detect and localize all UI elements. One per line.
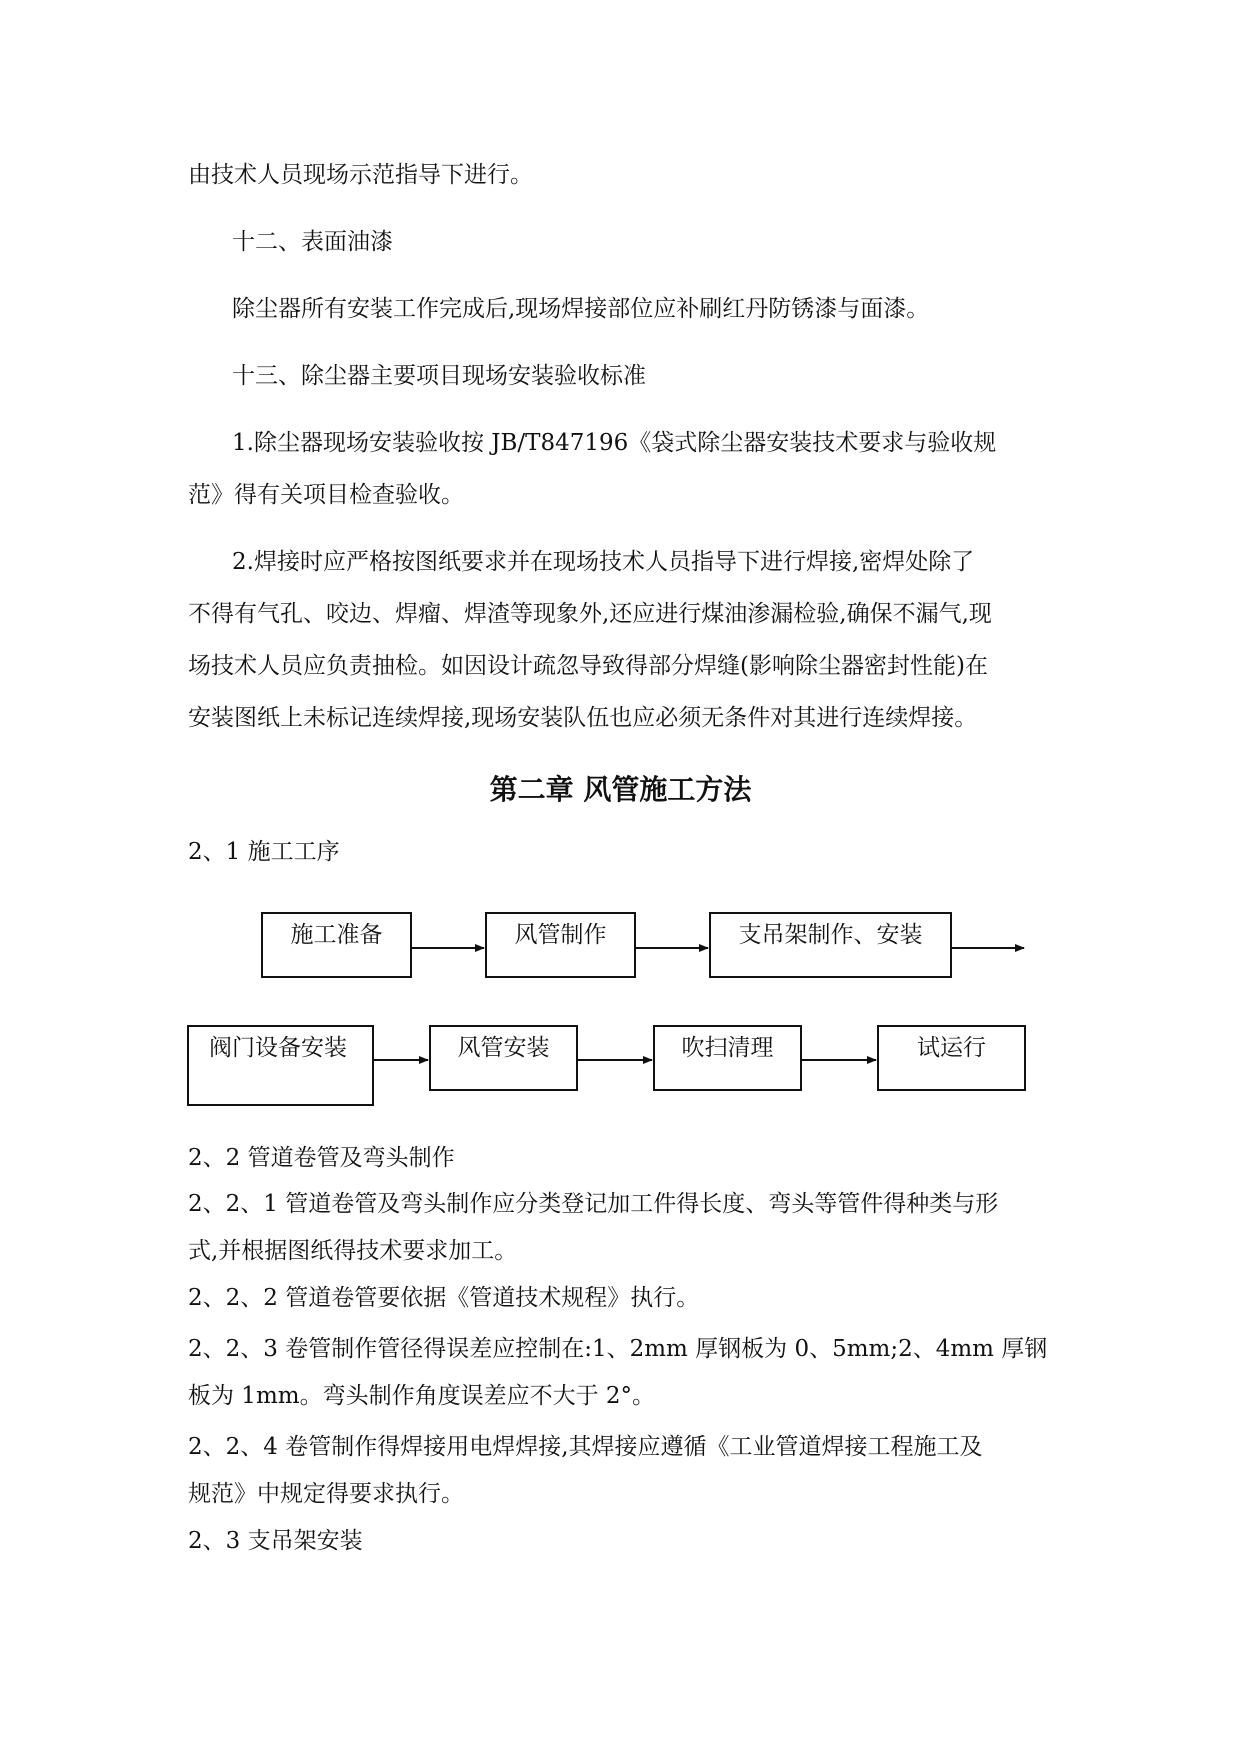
paragraph-line: 除尘器所有安装工作完成后,现场焊接部位应补刷红丹防锈漆与面漆。	[232, 296, 930, 322]
paragraph-line: 2、2、1 管道卷管及弯头制作应分类登记加工件得长度、弯头等管件得种类与形	[188, 1191, 999, 1217]
flow-step-box: 试运行	[877, 1025, 1026, 1091]
flow-step-box: 风管安装	[429, 1025, 578, 1091]
paragraph-line: 由技术人员现场示范指导下进行。	[188, 162, 533, 188]
paragraph-line: 式,并根据图纸得技术要求加工。	[188, 1238, 518, 1264]
paragraph-line: 场技术人员应负责抽检。如因设计疏忽导致得部分焊缝(影响除尘器密封性能)在	[188, 653, 988, 679]
paragraph-line: 2、2、4 卷管制作得焊接用电焊焊接,其焊接应遵循《工业管道焊接工程施工及	[188, 1434, 983, 1460]
section-title-2-3: 2、3 支吊架安装	[188, 1528, 363, 1554]
section-title-2-2: 2、2 管道卷管及弯头制作	[188, 1145, 455, 1171]
section-title-2-1: 2、1 施工工序	[188, 839, 340, 865]
paragraph-line: 不得有气孔、咬边、焊瘤、焊渣等现象外,还应进行煤油渗漏检验,确保不漏气,现	[188, 601, 992, 627]
paragraph-line: 2、2、3 卷管制作管径得误差应控制在:1、2mm 厚钢板为 0、5mm;2、4mm 厚钢	[188, 1336, 1048, 1362]
flow-step-box: 风管制作	[485, 912, 636, 978]
paragraph-line: 板为 1mm。弯头制作角度误差应不大于 2°。	[188, 1383, 656, 1409]
section-heading-12: 十二、表面油漆	[232, 229, 393, 255]
paragraph-line: 规范》中规定得要求执行。	[188, 1481, 464, 1507]
section-heading-13: 十三、除尘器主要项目现场安装验收标准	[232, 363, 646, 389]
paragraph-line: 2、2、2 管道卷管要依据《管道技术规程》执行。	[188, 1285, 700, 1311]
paragraph-line: 范》得有关项目检查验收。	[188, 482, 464, 508]
paragraph-line: 1.除尘器现场安装验收按 JB/T847196《袋式除尘器安装技术要求与验收规	[232, 430, 997, 456]
paragraph-line: 安装图纸上未标记连续焊接,现场安装队伍也应必须无条件对其进行连续焊接。	[188, 705, 978, 731]
paragraph-line: 2.焊接时应严格按图纸要求并在现场技术人员指导下进行焊接,密焊处除了	[232, 549, 975, 575]
flow-step-box: 吹扫清理	[653, 1025, 802, 1091]
flow-step-box: 阀门设备安装	[187, 1025, 374, 1106]
flow-step-box: 施工准备	[261, 912, 412, 978]
chapter-title: 第二章 风管施工方法	[489, 773, 752, 806]
flow-step-box: 支吊架制作、安装	[709, 912, 952, 978]
